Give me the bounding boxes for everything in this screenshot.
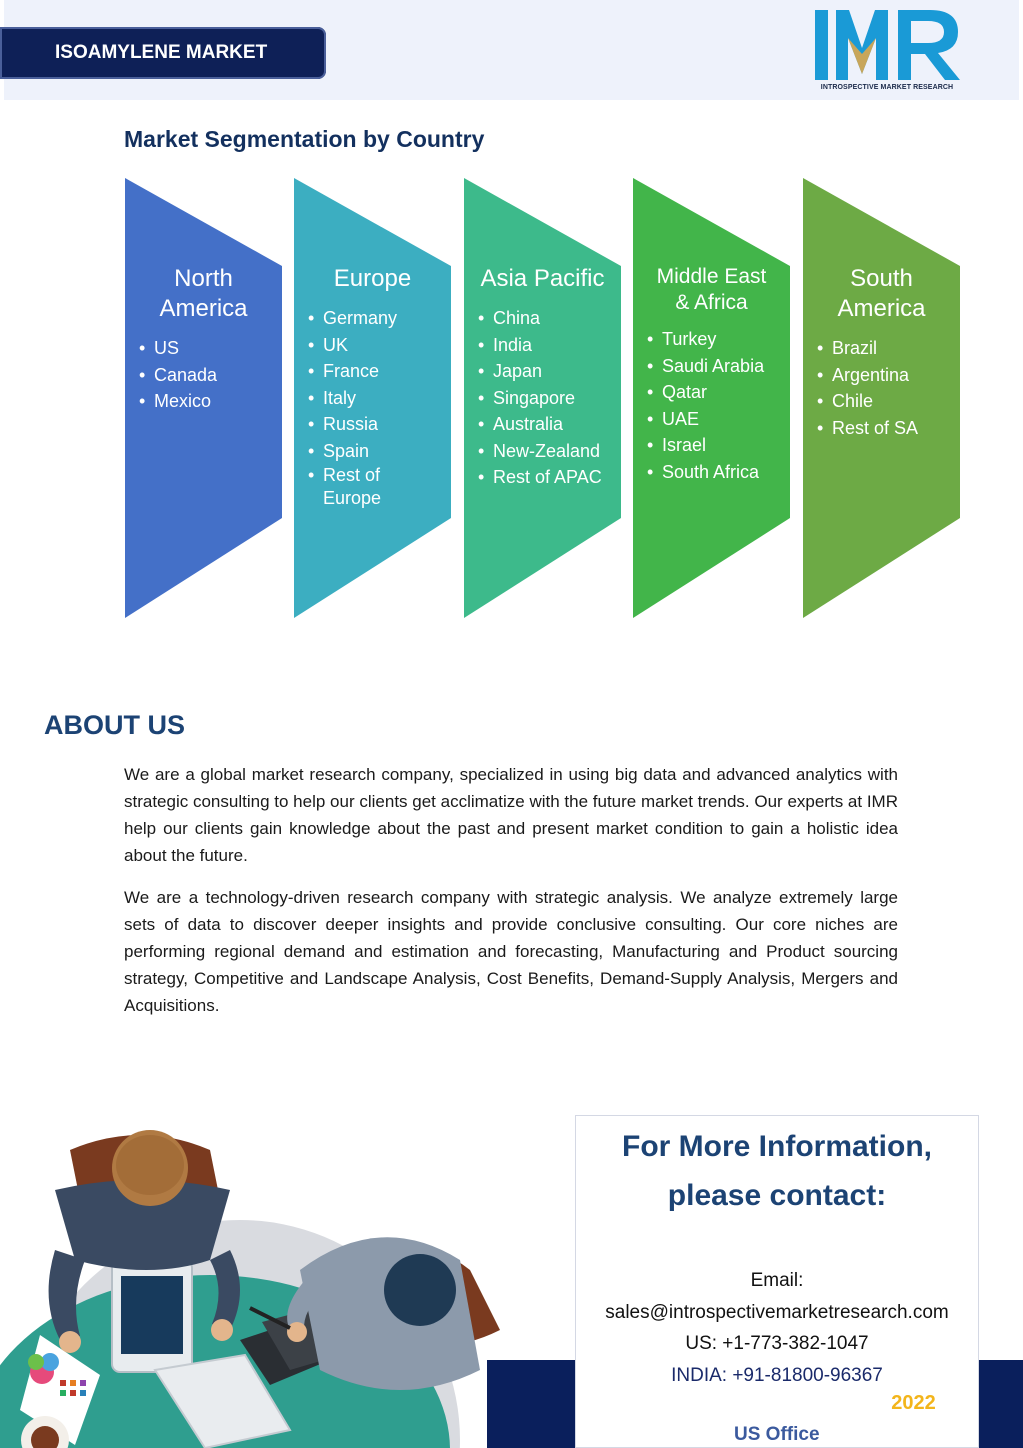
country-item: • Brazil xyxy=(817,335,918,362)
us-office-label: US Office xyxy=(734,1424,820,1445)
country-item: • Saudi Arabia xyxy=(647,353,764,380)
country-item: • India xyxy=(478,332,602,359)
country-item: • Spain xyxy=(308,438,403,465)
country-item: • Qatar xyxy=(647,379,764,406)
region-chevron-asia-pacific xyxy=(464,178,621,618)
country-item: • Argentina xyxy=(817,362,918,389)
country-list xyxy=(647,326,764,485)
region-chevron-south-america xyxy=(803,178,960,618)
email-label: Email: xyxy=(750,1270,804,1291)
email-link[interactable]: sales@introspectivemarketresearch.com xyxy=(605,1302,949,1323)
india-phone[interactable]: INDIA: +91-81800-96367 xyxy=(671,1365,883,1386)
us-phone[interactable]: US: +1-773-382-1047 xyxy=(685,1333,869,1354)
country-item: • Japan xyxy=(478,358,602,385)
country-item: • China xyxy=(478,305,602,332)
country-item: • Canada xyxy=(139,362,217,389)
country-item: • Australia xyxy=(478,411,602,438)
country-item: • Israel xyxy=(647,432,764,459)
country-list xyxy=(478,305,602,491)
region-name: Europe xyxy=(333,265,412,292)
meeting-illustration xyxy=(0,1110,560,1448)
document-title: ISOAMYLENE MARKET xyxy=(0,27,326,79)
country-item: • Chile xyxy=(817,388,918,415)
country-item: • France xyxy=(308,358,403,385)
region-name: North America xyxy=(159,265,248,322)
region-chevron-middle-east-africa xyxy=(633,178,790,618)
country-item: • Turkey xyxy=(647,326,764,353)
country-item: • US xyxy=(139,335,217,362)
about-paragraph: We are a technology-driven research company with strategic analysis. We analyze extremely large sets of data to discover deeper insights and provide conclusive consulting. Our core niches are performing regional demand and estimation and forecasting, Manufacturing and Product sourcing strategy, Competitive and Landscape Analysis, Cost Benefits, Demand-Supply Analysis, Mergers and Acquisitions. xyxy=(124,888,898,1015)
segmentation-title: Market Segmentation by Country xyxy=(124,126,485,152)
country-item: • New-Zealand xyxy=(478,438,602,465)
country-item: • Rest of Europe xyxy=(308,464,403,510)
country-item: • UK xyxy=(308,332,403,359)
country-list xyxy=(139,335,217,415)
country-item: • UAE xyxy=(647,406,764,433)
region-name: Middle East & Africa xyxy=(656,265,767,314)
country-item: • Rest of SA xyxy=(817,415,918,442)
country-item: • Singapore xyxy=(478,385,602,412)
region-name: South America xyxy=(837,265,926,322)
country-item: • Mexico xyxy=(139,388,217,415)
country-list xyxy=(308,305,403,510)
country-item: • South Africa xyxy=(647,459,764,486)
imr-logo xyxy=(812,8,962,96)
region-chevron-europe xyxy=(294,178,451,618)
region-chevron-north-america xyxy=(125,178,282,618)
footer-brand: IMR 2022 xyxy=(849,1392,936,1414)
country-item: • Rest of APAC xyxy=(478,464,602,491)
region-name: Asia Pacific xyxy=(480,265,605,292)
country-item: • Russia xyxy=(308,411,403,438)
country-item: • Germany xyxy=(308,305,403,332)
country-item: • Italy xyxy=(308,385,403,412)
logo-caption: INTROSPECTIVE MARKET RESEARCH xyxy=(820,84,954,91)
contact-heading: For More Information, please contact: xyxy=(622,1130,932,1212)
about-paragraph: We are a global market research company, specialized in using big data and advanced analytics with strategic consulting to help our clients get acclimatize with the future market trends. Our experts at IMR help our clients gain knowledge about the past and present market condition to gain a holistic idea about the future. xyxy=(124,765,898,865)
about-title: ABOUT US xyxy=(44,710,185,740)
country-list xyxy=(817,335,918,441)
